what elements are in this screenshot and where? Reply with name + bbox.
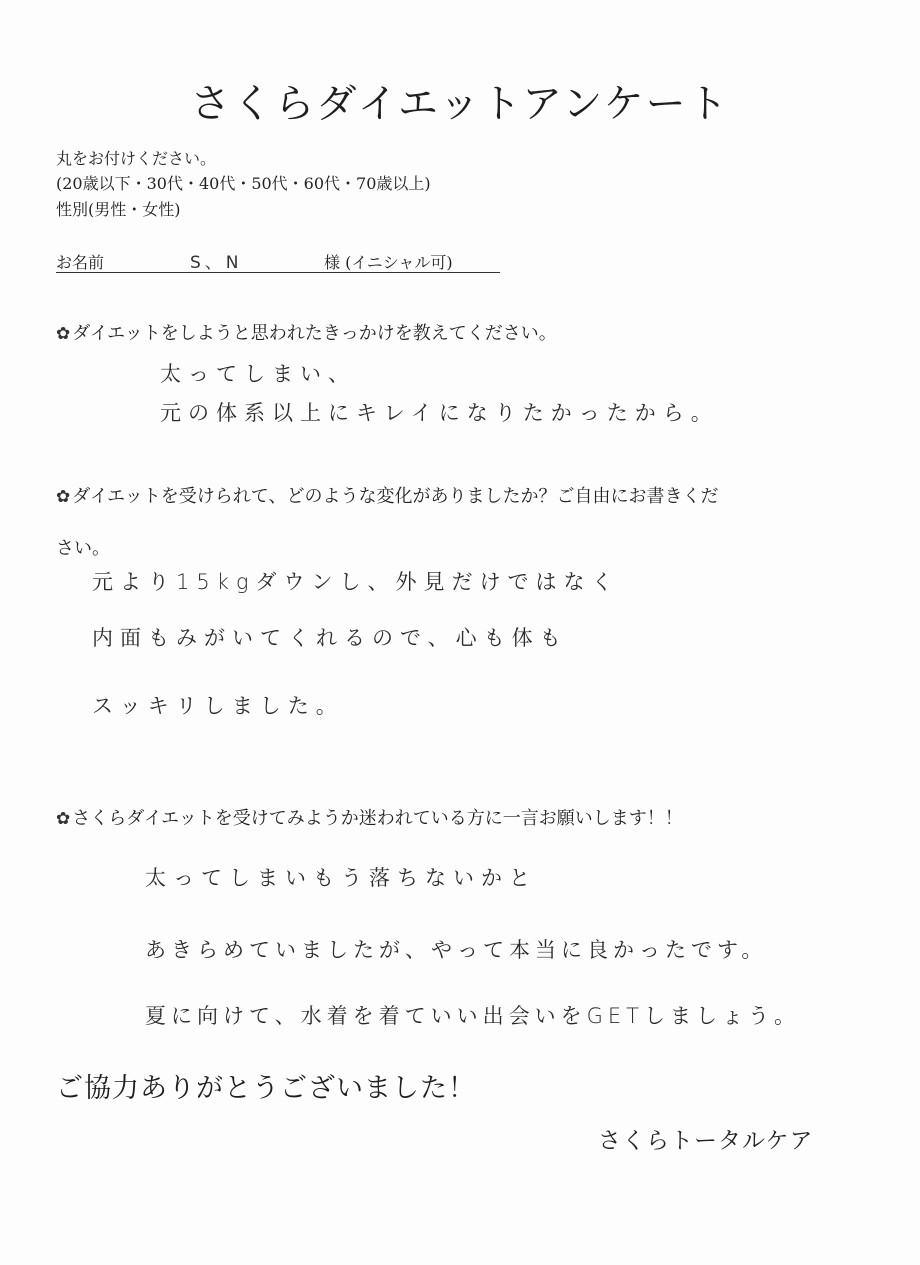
question-2-text-line-1: ダイエットを受けられて、どのような変化がありましたか？ご自由にお書きくだ	[72, 486, 719, 507]
answer-3-line-1: 太ってしまいもう落ちないかと	[145, 866, 537, 890]
question-2	[56, 482, 718, 508]
answer-2-line-3: スッキリしました。	[92, 694, 344, 718]
name-suffix: 様 (イニシャル可)	[324, 253, 453, 272]
name-value: S、N	[190, 253, 243, 273]
question-1	[56, 319, 557, 345]
instruction-text: 丸をお付けください。	[56, 149, 217, 168]
answer-2-line-2: 内面もみがいてくれるので、心も体も	[92, 626, 568, 650]
signature: さくらトータルケア	[598, 1128, 814, 1154]
answer-1-line-1: 太ってしまい、	[160, 362, 356, 386]
page-title: さくらダイエットアンケート	[190, 81, 730, 127]
question-1-text: ダイエットをしようと思われたきっかけを教えてください。	[72, 323, 557, 344]
answer-1-line-2: 元の体系以上にキレイになりたかったから。	[160, 401, 719, 425]
flower-icon: ✿	[56, 324, 71, 344]
name-field	[56, 248, 500, 273]
gender-options: 性別(男性・女性)	[56, 200, 181, 219]
answer-2-line-1: 元より15kgダウンし、外見だけではなく	[92, 570, 620, 594]
flower-icon: ✿	[56, 487, 71, 507]
closing-message: ご協力ありがとうございました！	[56, 1073, 476, 1104]
answer-3-line-2: あきらめていましたが、やって本当に良かったです。	[145, 938, 768, 962]
answer-3-line-3: 夏に向けて、水着を着ていい出会いをGETしましょう。	[145, 1004, 800, 1028]
question-3-text: さくらダイエットを受けてみようか迷われている方に一言お願いします！！	[72, 808, 683, 829]
question-2-text-line-2: さい。	[56, 538, 110, 559]
question-3	[56, 804, 683, 830]
flower-icon: ✿	[56, 809, 71, 829]
name-label: お名前	[56, 253, 105, 272]
age-options: (20歳以下・30代・40代・50代・60代・70歳以上)	[56, 174, 431, 193]
